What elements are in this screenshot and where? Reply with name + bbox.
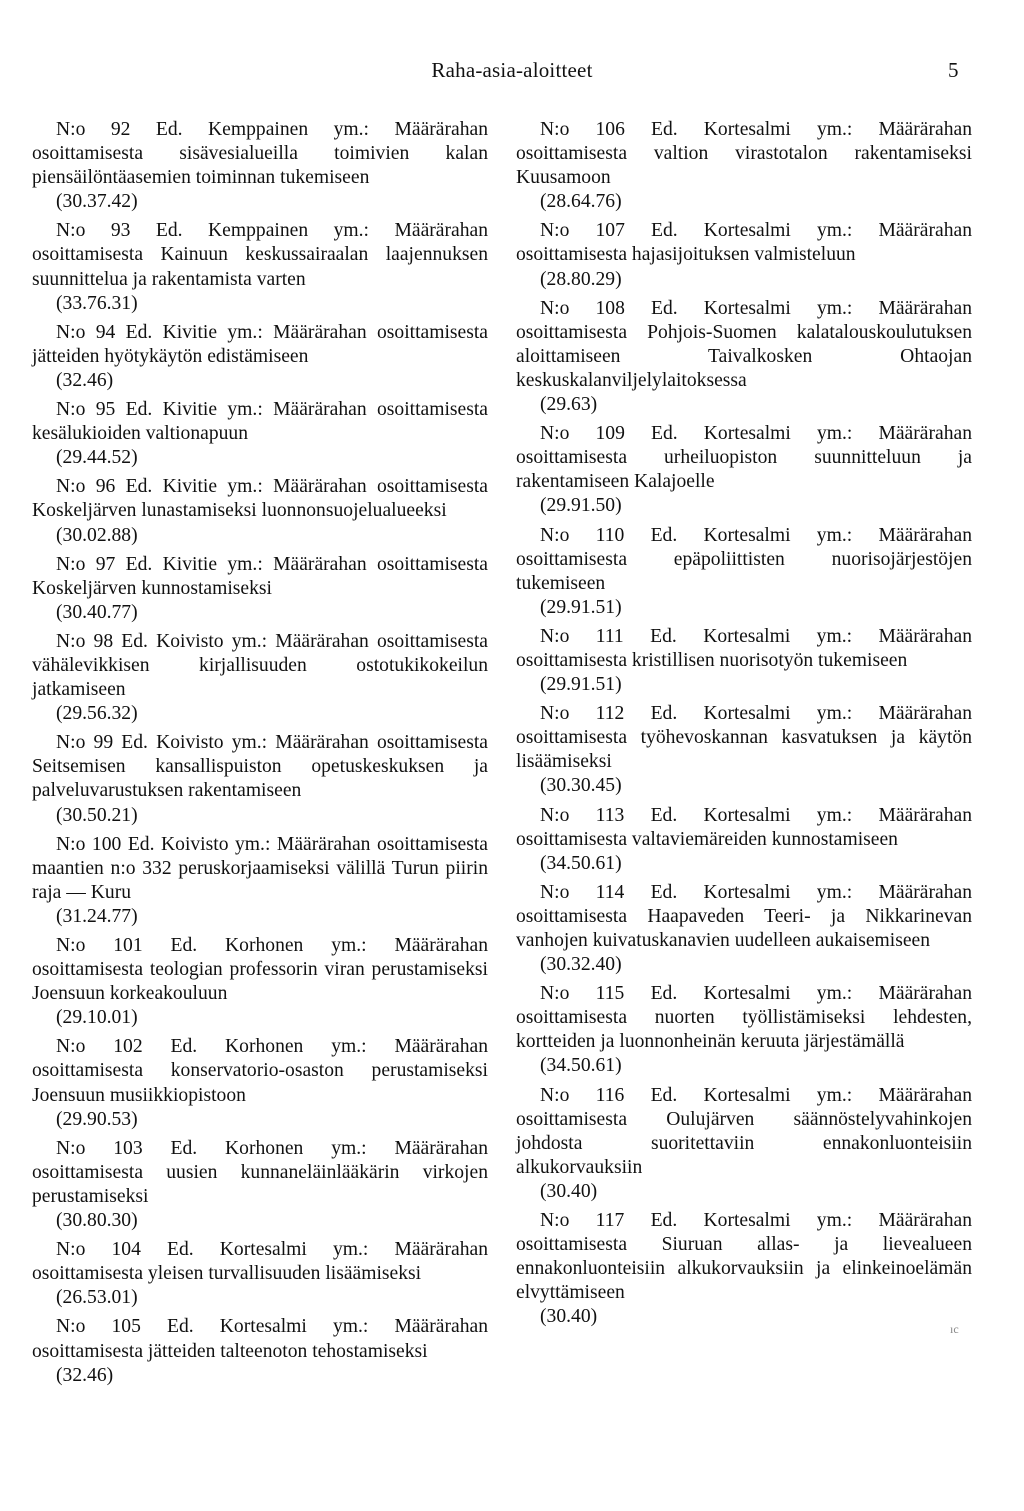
budget-code: (26.53.01) [56,1287,138,1309]
budget-code: (29.63) [540,394,598,416]
motion-entry [516,1209,972,1329]
budget-code: (34.50.61) [540,1055,622,1077]
motion-text: N:o 114 Ed. Kortesalmi ym.: Määrärahan osoittamisesta Haapaveden Teeri- ja Nikkarinevan vanhojen kuivatuskanavien uudelleen aukaisemiseen [516,881,972,951]
motion-entry [32,321,488,393]
budget-code: (30.50.21) [56,804,138,826]
budget-code: (29.44.52) [56,447,138,469]
motion-entry [32,1137,488,1233]
motion-entry [516,881,972,977]
left-column [32,118,488,1393]
budget-code: (34.50.61) [540,852,622,874]
right-column [516,118,972,1335]
motion-text: N:o 111 Ed. Kortesalmi ym.: Määrärahan osoittamisesta kristillisen nuorisotyön tukemiseen [516,625,972,671]
motion-text: N:o 116 Ed. Kortesalmi ym.: Määrärahan osoittamisesta Oulujärven säännöstelyvahinkojen johdosta suoritettaviin ennakonluonteisiin alkukorvauksiin [516,1084,972,1178]
budget-code: (29.56.32) [56,703,138,725]
motion-entry [516,118,972,214]
motion-text: N:o 101 Ed. Korhonen ym.: Määrärahan osoittamisesta teologian professorin viran perustamiseksi Joensuun korkeakouluun [32,935,488,1005]
motion-text: N:o 108 Ed. Kortesalmi ym.: Määrärahan osoittamisesta Pohjois-Suomen kalatalouskoulutuksen aloittamiseen Taivalkosken Ohtaojan keskuskalanviljelylaitoksessa [516,297,972,391]
motion-text: N:o 99 Ed. Koivisto ym.: Määrärahan osoittamisesta Seitsemisen kansallispuiston opetuskeskuksen ja palveluvarustuksen rakentamiseen [32,732,488,802]
motion-text: N:o 100 Ed. Koivisto ym.: Määrärahan osoittamisesta maantien n:o 332 peruskorjaamiseksi välillä Turun piirin raja — Kuru [32,833,488,903]
budget-code: (30.40.77) [56,601,138,623]
motion-entry [32,934,488,1030]
motion-text: N:o 104 Ed. Kortesalmi ym.: Määrärahan osoittamisesta yleisen turvallisuuden lisäämiseksi [32,1239,488,1285]
motion-entry [32,398,488,470]
motion-entry [516,524,972,620]
budget-code: (29.91.51) [540,674,622,696]
motion-entry [516,982,972,1078]
budget-code: (29.91.51) [540,596,622,618]
motion-entry [32,219,488,315]
budget-code: (30.80.30) [56,1210,138,1232]
motion-text: N:o 103 Ed. Korhonen ym.: Määrärahan osoittamisesta uusien kunnaneläinlääkärin virkojen perustamiseksi [32,1137,488,1207]
budget-code: (29.91.50) [540,495,622,517]
budget-code: (30.32.40) [540,954,622,976]
motion-text: N:o 105 Ed. Kortesalmi ym.: Määrärahan osoittamisesta jätteiden talteenoton tehostamiseksi [32,1316,488,1362]
motion-text: N:o 112 Ed. Kortesalmi ym.: Määrärahan osoittamisesta työhevoskannan kasvatuksen ja käytön lisäämiseksi [516,703,972,773]
motion-text: N:o 113 Ed. Kortesalmi ym.: Määrärahan osoittamisesta valtaviemäreiden kunnostamiseen [516,804,972,850]
budget-code: (28.64.76) [540,191,622,213]
motion-entry [32,1315,488,1387]
motion-entry [32,1238,488,1310]
budget-code: (28.80.29) [540,268,622,290]
budget-code: (32.46) [56,369,114,391]
motion-entry [32,630,488,726]
budget-code: (31.24.77) [56,905,138,927]
budget-code: (30.37.42) [56,191,138,213]
motion-text: N:o 117 Ed. Kortesalmi ym.: Määrärahan osoittamisesta Siuruan allas- ja lievealueen ennakonluonteisiin alkukorvauksiin ja elinkeinoelämän elvyttämiseen [516,1210,972,1304]
motion-text: N:o 110 Ed. Kortesalmi ym.: Määrärahan osoittamisesta epäpoliittisten nuorisojärjestöjen tukemiseen [516,524,972,594]
motion-text: N:o 115 Ed. Kortesalmi ym.: Määrärahan osoittamisesta nuorten työllistämiseksi lehdesten, kortteiden ja luonnonheinän keruuta järjestämällä [516,983,972,1053]
motion-entry [32,475,488,547]
motion-entry [516,219,972,291]
motion-entry [32,118,488,214]
budget-code: (30.30.45) [540,775,622,797]
page-number: 5 [948,58,959,82]
budget-code: (30.40) [540,1306,598,1328]
motion-text: N:o 109 Ed. Kortesalmi ym.: Määrärahan osoittamisesta urheiluopiston suunnitteluun ja rakentamiseen Kalajoelle [516,423,972,493]
motion-entry [32,731,488,827]
budget-code: (29.10.01) [56,1007,138,1029]
motion-text: N:o 94 Ed. Kivitie ym.: Määrärahan osoittamisesta jätteiden hyötykäytön edistämiseen [32,321,488,367]
motion-text: N:o 98 Ed. Koivisto ym.: Määrärahan osoittamisesta vähälevikkisen kirjallisuuden ostotukikokeilun jatkamiseen [32,630,488,701]
motion-text: N:o 106 Ed. Kortesalmi ym.: Määrärahan osoittamisesta valtion virastotalon rakentamiseksi Kuusamoon [516,119,972,189]
motion-text: N:o 102 Ed. Korhonen ym.: Määrärahan osoittamisesta konservatorio-osaston perustamiseksi Joensuun musiikkiopistoon [32,1036,488,1106]
budget-code: (30.40) [540,1180,598,1202]
motion-entry [32,1035,488,1131]
motion-entry [516,625,972,697]
budget-code: (33.76.31) [56,292,138,314]
motion-text: N:o 95 Ed. Kivitie ym.: Määrärahan osoittamisesta kesälukioiden valtionapuun [32,399,488,445]
motion-entry [516,804,972,876]
motion-text: N:o 93 Ed. Kemppainen ym.: Määrärahan osoittamisesta Kainuun keskussairaalan laajennuksen suunnittelua ja rakentamista varten [32,220,488,290]
budget-code: (29.90.53) [56,1108,138,1130]
budget-code: (30.02.88) [56,524,138,546]
motion-entry [32,553,488,625]
motion-entry [516,422,972,518]
motion-text: N:o 107 Ed. Kortesalmi ym.: Määrärahan osoittamisesta hajasijoituksen valmisteluun [516,220,972,266]
motion-text: N:o 97 Ed. Kivitie ym.: Määrärahan osoittamisesta Koskeljärven kunnostamiseksi [32,553,488,599]
motion-text: N:o 96 Ed. Kivitie ym.: Määrärahan osoittamisesta Koskeljärven lunastamiseksi luonnonsuojelualueeksi [32,476,488,522]
budget-code: (32.46) [56,1364,114,1386]
motion-entry [32,833,488,929]
motion-entry [516,1084,972,1204]
scan-mark: ıc [950,1322,959,1336]
motion-entry [516,297,972,417]
motion-text: N:o 92 Ed. Kemppainen ym.: Määrärahan osoittamisesta sisävesialueilla toimivien kalan piensäilöntäasemien toiminnan tukemiseen [32,119,488,189]
running-header: Raha-asia-aloitteet [431,58,593,82]
motion-entry [516,702,972,798]
